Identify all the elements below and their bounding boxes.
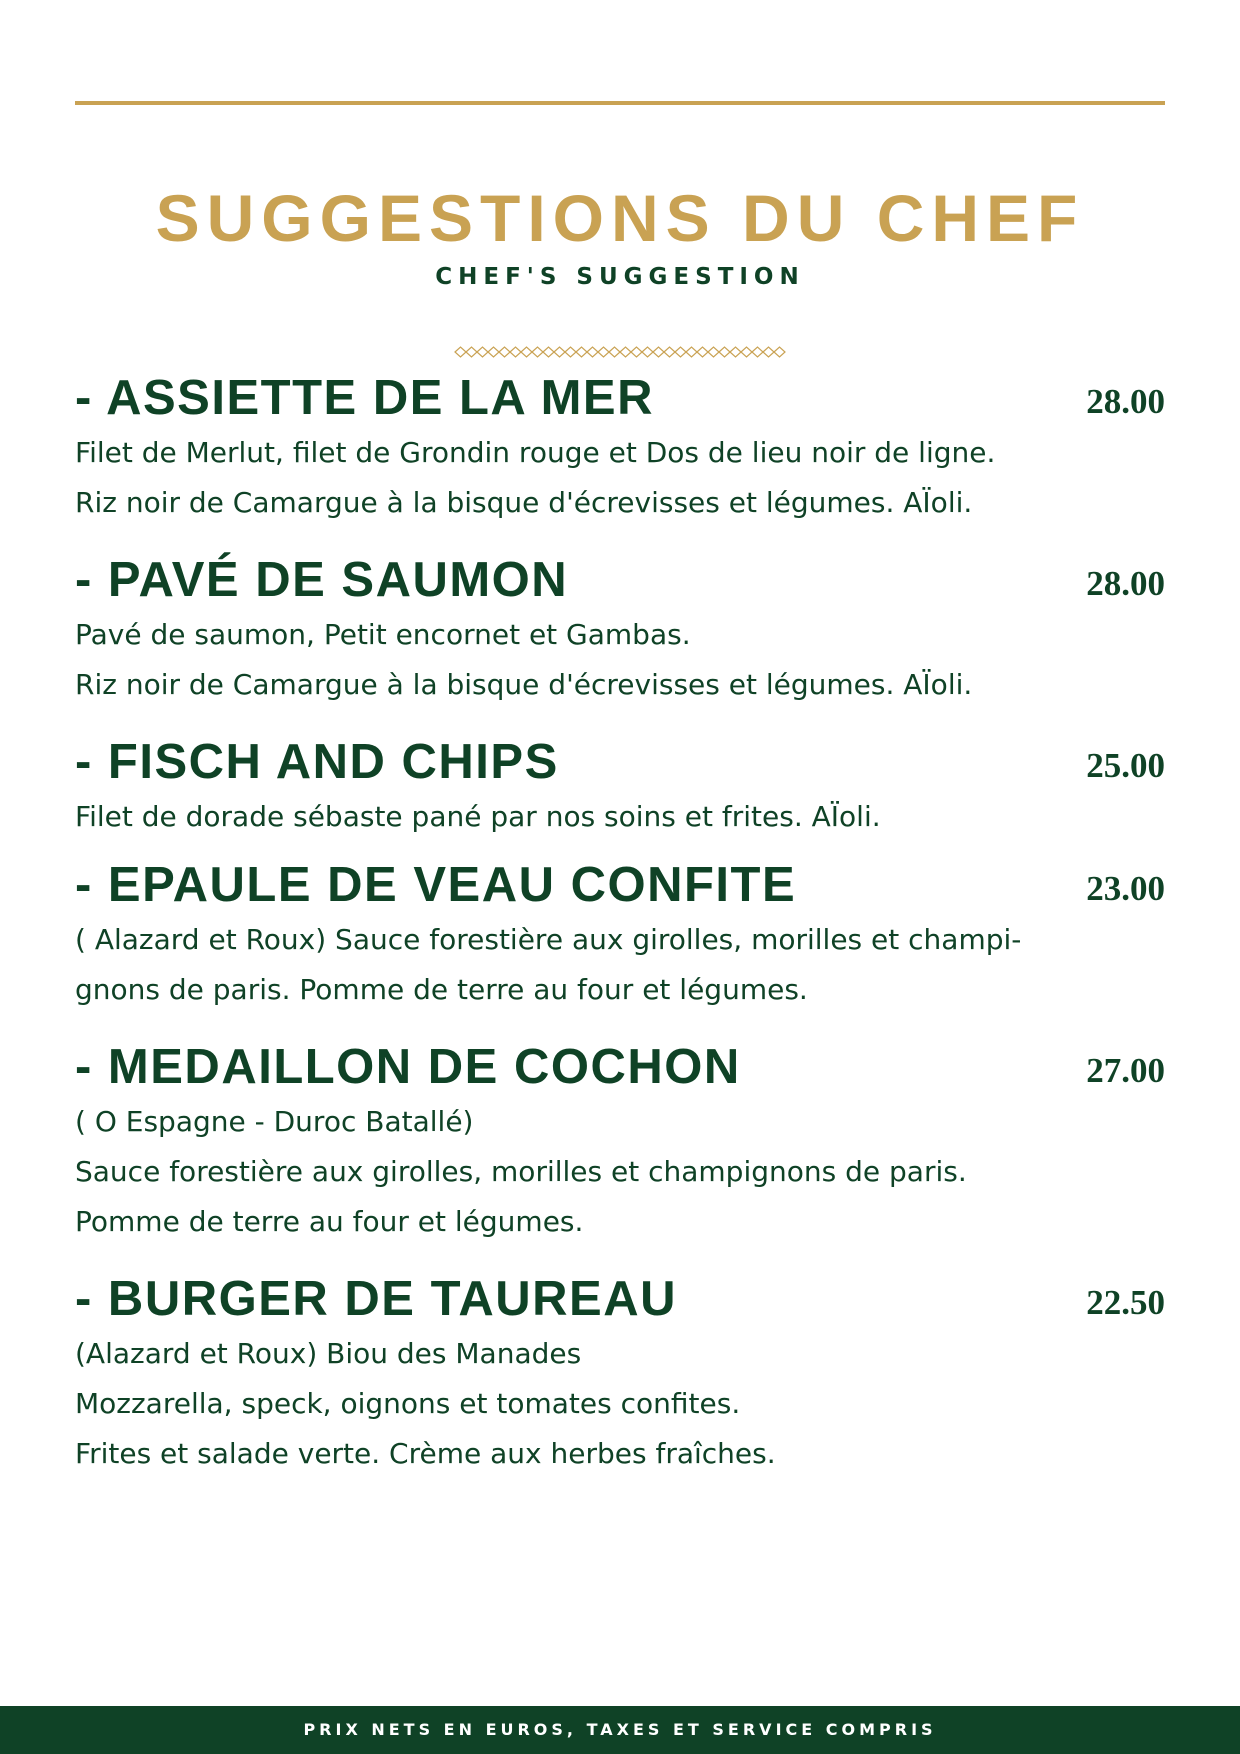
dish-price: 22.50 [1086, 1283, 1165, 1322]
menu-item [75, 1037, 1165, 1247]
dish-price: 27.00 [1086, 1051, 1165, 1090]
dish-description-line: Sauce forestière aux girolles, morilles et champignons de paris. [75, 1155, 967, 1188]
ornament-diamond [532, 347, 543, 357]
ornament-diamond [631, 347, 642, 357]
ornament-diamond [554, 347, 565, 357]
dish-description-line: Filet de dorade sébaste pané par nos soins et frites. AÏoli. [75, 800, 881, 833]
dish-description-line: Mozzarella, speck, oignons et tomates confites. [75, 1387, 741, 1420]
ornament-diamond [499, 347, 510, 357]
dish-description-line: ( Alazard et Roux) Sauce forestière aux girolles, morilles et champi- [75, 923, 1022, 956]
menu-item [75, 855, 1165, 1015]
ornament-diamond [642, 347, 653, 357]
dish-price: 28.00 [1086, 382, 1165, 421]
ornament-diamond [752, 347, 763, 357]
ornament-diamond [719, 347, 730, 357]
dish-description-line: Riz noir de Camargue à la bisque d'écrevisses et légumes. AÏoli. [75, 486, 973, 519]
ornament-diamond [697, 347, 708, 357]
dish-description-line: Frites et salade verte. Crème aux herbes fraîches. [75, 1437, 776, 1470]
footer-note: PRIX NETS EN EUROS, TAXES ET SERVICE COMPRIS [0, 1706, 1240, 1754]
dish-name: - FISCH AND CHIPS [75, 735, 559, 789]
dish-price: 23.00 [1086, 869, 1165, 908]
ornament-diamond [609, 347, 620, 357]
dish-name: - ASSIETTE DE LA MER [75, 371, 655, 425]
ornament-diamond [774, 347, 785, 357]
dish-name: - PAVÉ DE SAUMON [75, 553, 569, 607]
dish-description-line: Pomme de terre au four et légumes. [75, 1205, 584, 1238]
top-divider [75, 101, 1165, 105]
dish-name: - EPAULE DE VEAU CONFITE [75, 858, 797, 912]
dish-description-line: (Alazard et Roux) Biou des Manades [75, 1337, 582, 1370]
dish-description-line: gnons de paris. Pomme de terre au four et légumes. [75, 973, 808, 1006]
dish-description-line: Pavé de saumon, Petit encornet et Gambas. [75, 618, 691, 651]
page-subtitle: CHEF'S SUGGESTION [435, 264, 805, 290]
ornament-diamond [741, 347, 752, 357]
ornament-diamond [510, 347, 521, 357]
dish-name: - BURGER DE TAUREAU [75, 1272, 677, 1326]
ornament-diamond [730, 347, 741, 357]
dish-description-line: Riz noir de Camargue à la bisque d'écrevisses et légumes. AÏoli. [75, 668, 973, 701]
ornament-diamond [455, 347, 466, 357]
ornament-diamond [576, 347, 587, 357]
ornament-diamond [598, 347, 609, 357]
ornament-diamond [543, 347, 554, 357]
menu-list [75, 368, 1165, 1479]
page-title: SUGGESTIONS DU CHEF [155, 181, 1085, 255]
ornament-diamond [521, 347, 532, 357]
ornament-diamond [686, 347, 697, 357]
ornament-diamond [466, 347, 477, 357]
ornament-diamond [664, 347, 675, 357]
dish-name: - MEDAILLON DE COCHON [75, 1040, 741, 1094]
ornament-diamond [587, 347, 598, 357]
ornament-diamond [708, 347, 719, 357]
menu-item [75, 1269, 1165, 1479]
dish-price: 25.00 [1086, 746, 1165, 785]
dish-description-line: Filet de Merlut, filet de Grondin rouge et Dos de lieu noir de ligne. [75, 436, 996, 469]
ornament-diamond [675, 347, 686, 357]
menu-item [75, 368, 1165, 528]
ornament-diamond [763, 347, 774, 357]
menu-item [75, 732, 1165, 842]
ornament-diamond [620, 347, 631, 357]
ornament-diamond [565, 347, 576, 357]
ornament-diamond [488, 347, 499, 357]
dish-description-line: ( O Espagne - Duroc Batallé) [75, 1105, 474, 1138]
ornament-diamond [653, 347, 664, 357]
menu-item [75, 550, 1165, 710]
dish-price: 28.00 [1086, 564, 1165, 603]
ornament-divider [453, 345, 787, 359]
ornament-diamond [477, 347, 488, 357]
